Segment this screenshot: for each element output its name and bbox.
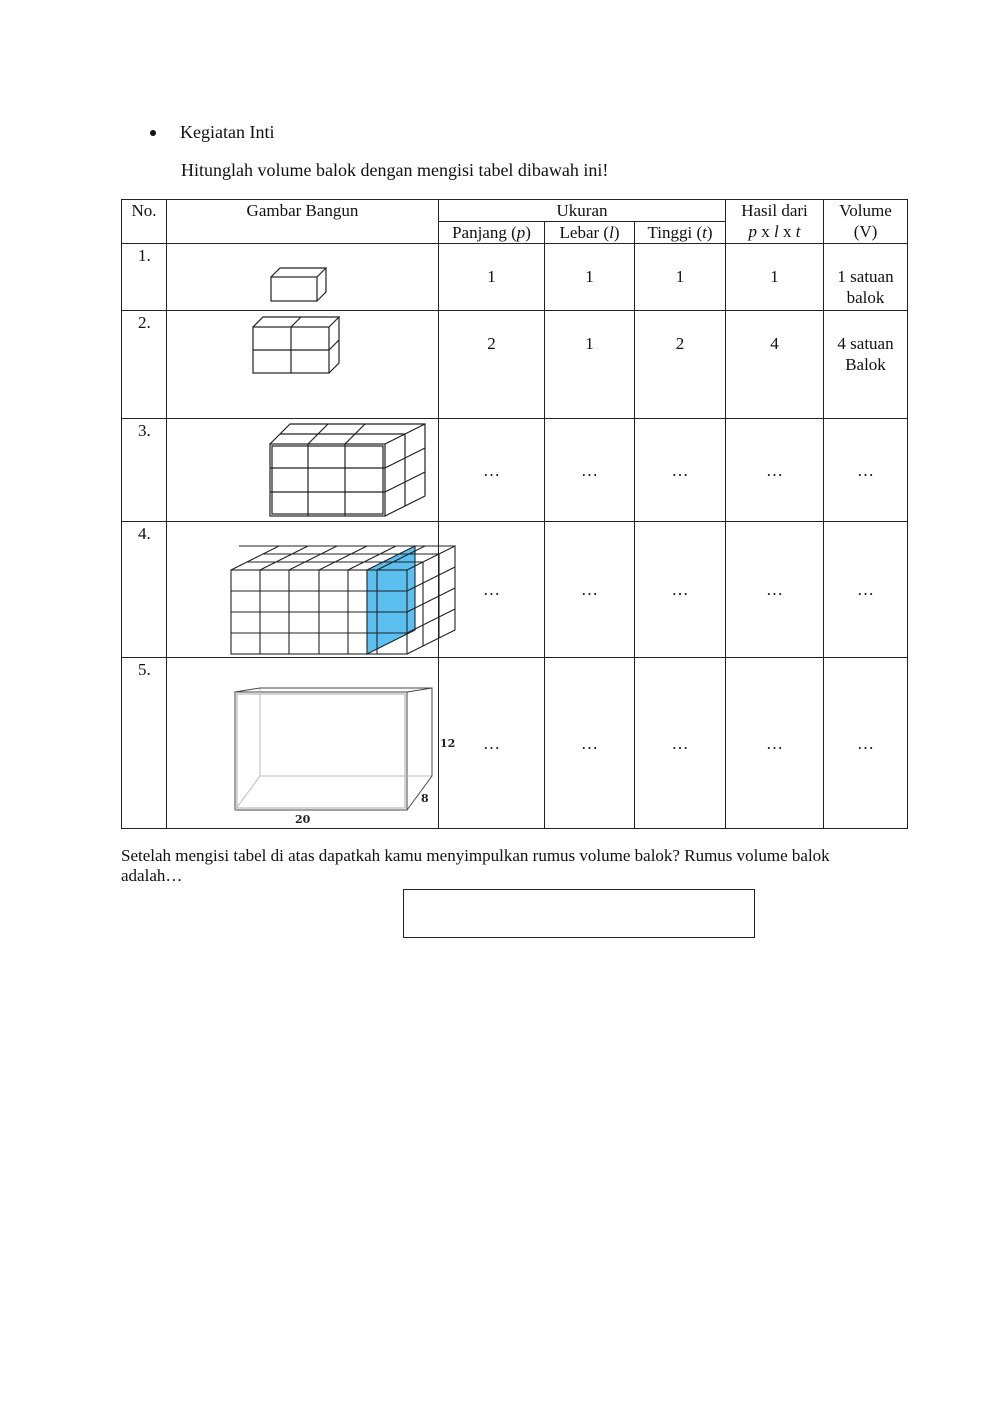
cell-tinggi: 2 bbox=[635, 311, 726, 419]
cell-hasil: 4 bbox=[726, 311, 824, 419]
header-no: No. bbox=[122, 200, 167, 244]
header-hasil-line1: Hasil dari bbox=[741, 201, 808, 220]
figure-3 bbox=[167, 419, 439, 522]
header-panjang: Panjang (p) bbox=[439, 222, 545, 244]
volume-table bbox=[121, 199, 908, 829]
cell-panjang: 2 bbox=[439, 311, 545, 419]
conclusion-text: Setelah mengisi tabel di atas dapatkah kamu menyimpulkan rumus volume balok? Rumus volume balok adalah… bbox=[121, 846, 830, 885]
cell-volume: 4 satuan Balok bbox=[824, 311, 908, 419]
cell-lebar[interactable]: … bbox=[545, 522, 635, 658]
cell-hasil[interactable]: … bbox=[726, 522, 824, 658]
section-title: Kegiatan Inti bbox=[180, 122, 275, 142]
cell-volume[interactable]: … bbox=[824, 419, 908, 522]
header-volume: Volume (V) bbox=[824, 200, 908, 244]
instruction-text: Hitunglah volume balok dengan mengisi tabel dibawah ini! bbox=[181, 160, 609, 180]
row-number: 3. bbox=[122, 419, 167, 522]
header-gambar: Gambar Bangun bbox=[167, 200, 439, 244]
single-cuboid-icon bbox=[167, 244, 439, 310]
table-row bbox=[122, 244, 908, 311]
bullet-icon bbox=[150, 130, 156, 136]
cell-panjang: 1 bbox=[439, 244, 545, 311]
cell-lebar[interactable]: … bbox=[545, 658, 635, 829]
figure-2 bbox=[167, 311, 439, 419]
label-length: 20 bbox=[295, 813, 311, 826]
figure-1 bbox=[167, 244, 439, 311]
section-heading bbox=[150, 122, 274, 143]
answer-box[interactable] bbox=[403, 889, 755, 938]
cell-hasil[interactable]: … bbox=[726, 419, 824, 522]
row-number: 1. bbox=[122, 244, 167, 311]
row-number: 5. bbox=[122, 658, 167, 829]
cuboid-2x1x2-icon bbox=[167, 311, 439, 418]
cell-tinggi[interactable]: … bbox=[635, 419, 726, 522]
header-tinggi: Tinggi (t) bbox=[635, 222, 726, 244]
cell-volume: 1 satuan balok bbox=[824, 244, 908, 311]
header-lebar: Lebar (l) bbox=[545, 222, 635, 244]
row-number: 4. bbox=[122, 522, 167, 658]
table-row bbox=[122, 522, 908, 658]
cell-lebar[interactable]: … bbox=[545, 419, 635, 522]
cuboid-dimension-icon bbox=[167, 658, 456, 828]
cell-lebar: 1 bbox=[545, 244, 635, 311]
cell-tinggi: 1 bbox=[635, 244, 726, 311]
cuboid-6x3x4-icon bbox=[167, 522, 439, 657]
cell-volume[interactable]: … bbox=[824, 522, 908, 658]
figure-4 bbox=[167, 522, 439, 658]
header-hasil-formula: p x l x t bbox=[748, 222, 801, 241]
cell-tinggi[interactable]: … bbox=[635, 522, 726, 658]
cell-panjang[interactable]: … bbox=[439, 419, 545, 522]
figure-5 bbox=[167, 658, 456, 829]
cell-lebar: 1 bbox=[545, 311, 635, 419]
cell-panjang[interactable]: … bbox=[439, 522, 545, 658]
table-row bbox=[122, 311, 908, 419]
label-height: 12 bbox=[440, 737, 456, 750]
cell-tinggi[interactable]: … bbox=[635, 658, 726, 829]
label-width: 8 bbox=[421, 792, 429, 805]
header-hasil bbox=[726, 200, 824, 244]
cell-hasil[interactable]: … bbox=[726, 658, 824, 829]
header-ukuran: Ukuran bbox=[439, 200, 726, 222]
cell-panjang[interactable]: … bbox=[439, 658, 545, 829]
table-row bbox=[122, 658, 908, 829]
row-number: 2. bbox=[122, 311, 167, 419]
table-row bbox=[122, 419, 908, 522]
cell-hasil: 1 bbox=[726, 244, 824, 311]
cuboid-3x2x3-icon bbox=[167, 419, 439, 521]
cell-volume[interactable]: … bbox=[824, 658, 908, 829]
